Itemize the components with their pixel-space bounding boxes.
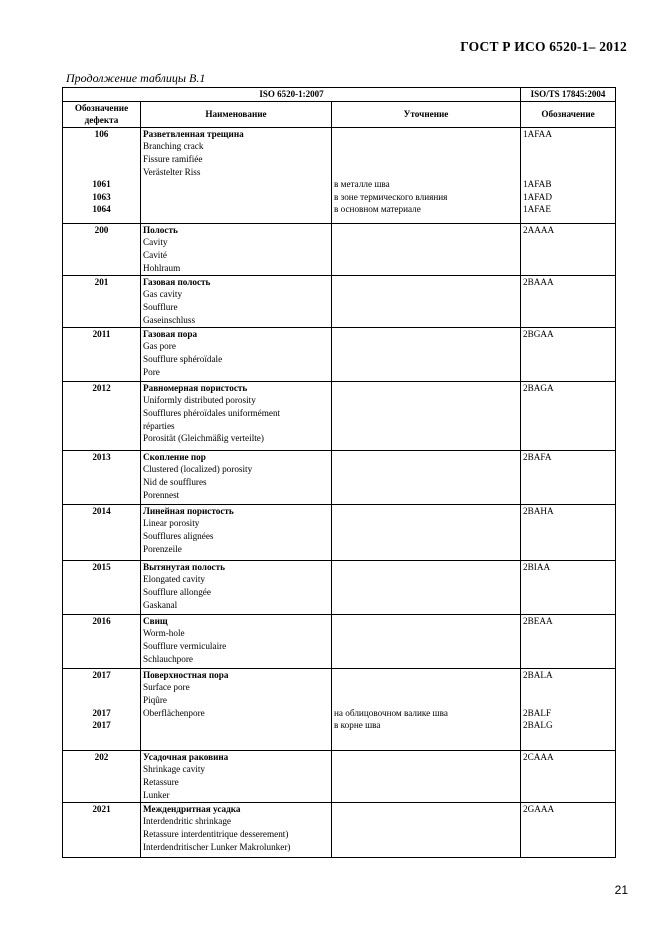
defect-code: 202: [94, 751, 109, 762]
ts-code: 2BALA: [523, 669, 553, 680]
defect-name-translation: Gaskanal: [143, 599, 178, 610]
defect-name-translation: Soufflure sphéroïdale: [143, 353, 223, 364]
defect-name-cell: [141, 450, 332, 504]
clarification-cell: [332, 127, 521, 223]
defect-name-translation: Hohlraum: [143, 262, 181, 273]
ts-code: 2BAGA: [523, 382, 554, 393]
clarification-cell: [332, 750, 521, 802]
sub-ts-code: 1AFAE: [523, 204, 551, 215]
defect-code: 2012: [92, 382, 111, 393]
defect-code-cell: [63, 560, 141, 614]
defect-code: 2014: [92, 505, 111, 516]
table-row: [63, 668, 616, 750]
defect-name-ru: Равномерная пористость: [143, 382, 248, 393]
defect-code-cell: [63, 614, 141, 668]
defect-name-translation: Gas pore: [143, 341, 176, 352]
defect-name-ru: Полость: [143, 224, 178, 235]
defect-name-ru: Линейная пористость: [143, 505, 234, 516]
defect-name-translation: Soufflure vermiculaire: [143, 640, 227, 651]
defect-name-cell: [141, 223, 332, 275]
defect-name-translation: Worm-hole: [143, 628, 185, 639]
defect-name-ru: Разветвленная трещина: [143, 128, 244, 139]
defect-code: 2015: [92, 561, 111, 572]
clarification-cell: [332, 275, 521, 327]
ts-code: 2GAAA: [523, 803, 555, 814]
defect-name-cell: [141, 381, 332, 450]
table-row: [63, 504, 616, 560]
clarification-cell: [332, 450, 521, 504]
ts-code-cell: [521, 504, 616, 560]
clarification-cell: [332, 560, 521, 614]
defect-code-cell: [63, 327, 141, 381]
defect-name-translation: Branching crack: [143, 141, 204, 152]
defect-code: 2013: [92, 451, 111, 462]
clarification-cell: [332, 802, 521, 857]
defect-name-ru: Междендритная усадка: [143, 803, 241, 814]
defect-name-translation: Oberflächenpore: [143, 707, 205, 718]
defect-name-translation: Schlauchpore: [143, 653, 194, 664]
defect-code-cell: [63, 668, 141, 750]
defect-code: 2011: [92, 328, 111, 339]
defect-name-translation: Soufflures phéroïdales uniformément: [143, 407, 281, 418]
sub-ts-code: 1AFAB: [523, 179, 552, 190]
col-header-clarification: Уточнение: [332, 101, 521, 127]
defect-code-cell: [63, 450, 141, 504]
defect-code: 2021: [92, 803, 111, 814]
page-number: 21: [614, 883, 628, 897]
defect-name-translation: Porenzeile: [143, 543, 182, 554]
clarification-text: в металле шва: [334, 179, 390, 190]
defect-name-cell: [141, 802, 332, 857]
sub-defect-code: 1063: [92, 191, 111, 202]
clarification-cell: [332, 381, 521, 450]
defect-name-translation: Lunker: [143, 789, 170, 800]
ts-code-cell: [521, 450, 616, 504]
ts-code: 2BEAA: [523, 615, 553, 626]
table-row: [63, 381, 616, 450]
clarification-text: в корне шва: [334, 720, 381, 731]
ts-code: 1AFAA: [523, 128, 552, 139]
ts-code-cell: [521, 327, 616, 381]
clarification-text: в зоне термического влияния: [334, 191, 448, 202]
defect-name-cell: [141, 327, 332, 381]
defect-name-translation: Fissure ramifiée: [143, 153, 203, 164]
sub-ts-code: 1AFAD: [523, 191, 552, 202]
defect-name-cell: [141, 560, 332, 614]
col-header-designation: Обозначение дефекта: [63, 101, 141, 127]
defect-name-translation: Soufflure allongée: [143, 586, 211, 597]
clarification-text: в основном материале: [334, 204, 421, 215]
defect-name-translation: Soufflure: [143, 301, 178, 312]
sub-defect-code: 2017: [92, 720, 111, 731]
table-body: [63, 127, 616, 857]
defect-code-cell: [63, 750, 141, 802]
defect-name-translation: Gas cavity: [143, 289, 183, 300]
table-row: [63, 450, 616, 504]
ts-code-cell: [521, 614, 616, 668]
table-row: [63, 560, 616, 614]
defect-name-ru: Поверхностная пора: [143, 669, 229, 680]
table-row: [63, 327, 616, 381]
defect-name-translation: réparties: [143, 420, 175, 431]
defect-name-translation: Pore: [143, 366, 160, 377]
ts-code-cell: [521, 668, 616, 750]
ts-code: 2AAAA: [523, 224, 555, 235]
defect-code: 201: [94, 276, 109, 287]
defect-name-translation: Soufflures alignées: [143, 530, 214, 541]
defect-code-cell: [63, 504, 141, 560]
defect-name-cell: [141, 614, 332, 668]
ts-code-cell: [521, 750, 616, 802]
sub-defect-code: 1064: [92, 204, 111, 215]
defect-code-cell: [63, 275, 141, 327]
ts-code-cell: [521, 560, 616, 614]
clarification-cell: [332, 223, 521, 275]
ts-code-cell: [521, 381, 616, 450]
ts-group-header: ISO/TS 17845:2004: [521, 88, 616, 102]
defect-name-cell: [141, 668, 332, 750]
table-row: [63, 127, 616, 223]
ts-code: 2CAAA: [523, 751, 554, 762]
defect-name-ru: Газовая полость: [143, 276, 211, 287]
defect-name-translation: Elongated cavity: [143, 574, 205, 585]
sub-defect-code: 2017: [92, 707, 111, 718]
defect-code-cell: [63, 802, 141, 857]
clarification-cell: [332, 668, 521, 750]
defect-name-translation: Surface pore: [143, 682, 190, 693]
defect-name-translation: Porennest: [143, 489, 180, 500]
defect-code-cell: [63, 127, 141, 223]
defect-name-translation: Verästelter Riss: [143, 166, 201, 177]
defect-code: 2016: [92, 615, 111, 626]
table-row: [63, 750, 616, 802]
defect-code: 106: [94, 128, 109, 139]
table-row: [63, 223, 616, 275]
clarification-cell: [332, 327, 521, 381]
defect-name-cell: [141, 750, 332, 802]
defect-name-translation: Cavity: [143, 237, 168, 248]
clarification-cell: [332, 504, 521, 560]
defect-name-translation: Gaseinschluss: [143, 314, 196, 325]
ts-code-cell: [521, 802, 616, 857]
defects-table: [62, 87, 616, 858]
table-row: [63, 802, 616, 857]
sub-defect-code: 1061: [92, 179, 111, 190]
table-row: [63, 275, 616, 327]
defect-name-translation: Retassure: [143, 776, 179, 787]
defect-code: 2017: [92, 669, 111, 680]
document-title: ГОСТ Р ИСО 6520-1– 2012: [460, 39, 627, 54]
table-row: [63, 614, 616, 668]
iso-group-header: ISO 6520-1:2007: [63, 88, 521, 102]
defect-code: 200: [94, 224, 109, 235]
ts-code: 2BIAA: [523, 561, 551, 572]
defect-name-ru: Газовая пора: [143, 328, 198, 339]
defect-name-cell: [141, 127, 332, 223]
ts-code: 2BGAA: [523, 328, 554, 339]
defect-code-cell: [63, 381, 141, 450]
defect-name-translation: Piqûre: [143, 694, 167, 705]
defect-name-translation: Nid de soufflures: [143, 476, 207, 487]
defect-name-translation: Linear porosity: [143, 518, 200, 529]
ts-code: 2BAAA: [523, 276, 554, 287]
defect-name-translation: Interdendritic shrinkage: [143, 816, 232, 827]
ts-code: 2BAHA: [523, 505, 554, 516]
defect-name-translation: Retassure interdentitrique desserement): [143, 828, 289, 839]
sub-ts-code: 2BALG: [523, 720, 553, 731]
sub-ts-code: 2BALF: [523, 707, 552, 718]
defect-name-translation: Clustered (localized) porosity: [143, 464, 253, 475]
ts-code-cell: [521, 223, 616, 275]
col-header-name: Наименование: [141, 101, 332, 127]
ts-code-cell: [521, 127, 616, 223]
defect-code-cell: [63, 223, 141, 275]
defect-name-translation: Uniformly distributed porosity: [143, 395, 256, 406]
clarification-text: на облицовочном валике шва: [334, 707, 448, 718]
defect-name-cell: [141, 275, 332, 327]
defect-name-translation: Cavité: [143, 249, 167, 260]
defect-name-cell: [141, 504, 332, 560]
defect-name-translation: Shrinkage cavity: [143, 764, 205, 775]
defect-name-ru: Вытянутая полость: [143, 561, 226, 572]
ts-code: 2BAFA: [523, 451, 552, 462]
defect-name-ru: Скопление пор: [143, 451, 206, 462]
clarification-cell: [332, 614, 521, 668]
defect-name-translation: Porosität (Gleichmäßig verteilte): [143, 433, 264, 444]
defect-name-translation: Interdendritischer Lunker Makrolunker): [143, 841, 291, 852]
defect-name-ru: Усадочная раковина: [143, 751, 229, 762]
col-header-code: Обозначение: [521, 101, 616, 127]
defect-name-ru: Свищ: [143, 615, 168, 626]
ts-code-cell: [521, 275, 616, 327]
table-caption: Продолжение таблицы B.1: [66, 71, 206, 85]
